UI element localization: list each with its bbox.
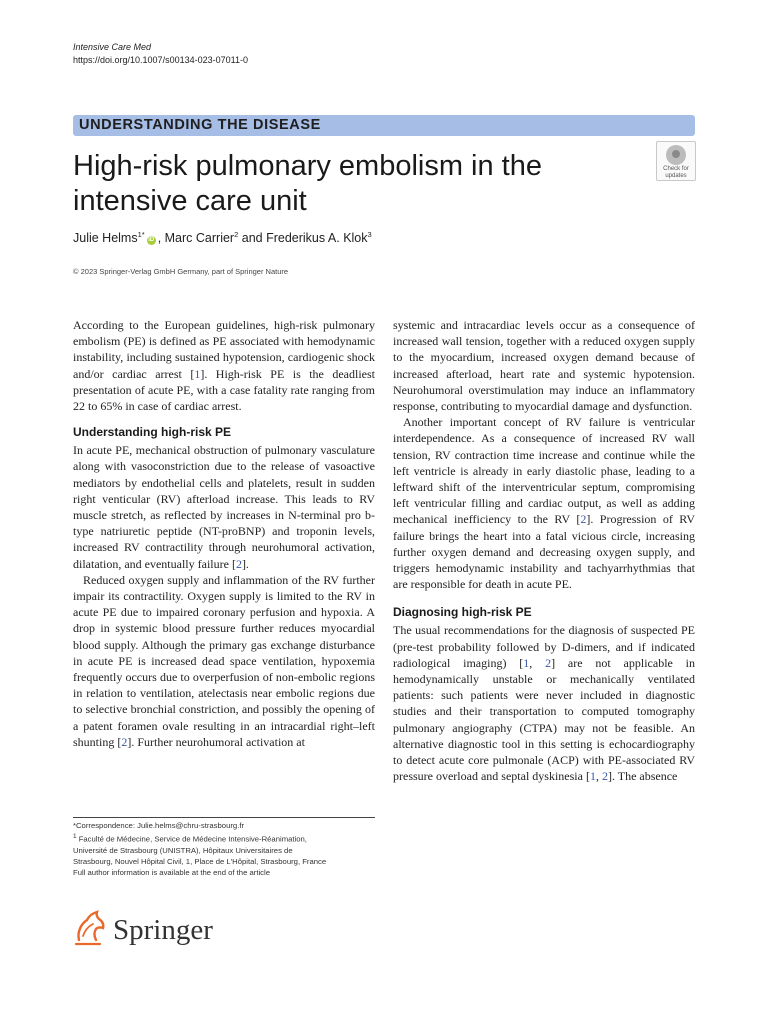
text: Another important concept of RV failure is ventricular interdependence. As a consequence of increased RV wall tension, RV contraction time increase and continue while the left ventricle is already in early diastolic phase, leading to a leftward shift of the interventricular septum, compromising left ventricular filling and cardiac output, as well as adding mechanical inefficiency to the RV [ xyxy=(393,415,695,527)
footnote-divider xyxy=(73,817,375,818)
orcid-icon[interactable]: iD xyxy=(148,237,155,244)
citation-link[interactable]: 1 xyxy=(589,769,596,784)
affil-number: 1 xyxy=(73,833,77,841)
affiliation-note-cont: Strasbourg, Nouvel Hôpital Civil, 1, Place de L'Hôpital, Strasbourg, France xyxy=(73,857,327,867)
text: The usual recommendations for the diagnosis of suspected PE (pre-test probability followed by D-dimers, and if indicated radiological imaging) [ xyxy=(393,623,695,670)
paragraph-oxygen-supply xyxy=(73,572,375,750)
affiliation-note-cont: Université de Strasbourg (UNISTRA), Hôpitaux Universitaires de xyxy=(73,845,293,855)
text: ]. The absence xyxy=(607,769,678,784)
section-banner xyxy=(73,115,695,136)
check-updates-line-2: updates xyxy=(665,172,687,179)
springer-wordmark: Springer xyxy=(113,914,213,946)
check-updates-icon xyxy=(666,145,686,165)
text: ]. Further neurohumoral activation at xyxy=(127,734,305,749)
text: ] are not applicable in hemodynamically unstable or mechanically ventilated patients: such patients were never included in diagnostic studies and their transportation to computed tomography pulmonary angiography (CTPA) may not be feasible. An alternative diagnostic tool in this setting is echocardiography to detect acute core pulmonale (ACP) with PE-associated RV pressure overload and septal dyskinesia [ xyxy=(393,655,696,784)
springer-horse-icon xyxy=(73,910,107,948)
citation-link[interactable]: 2 xyxy=(121,734,128,749)
citation-link[interactable]: 2 xyxy=(235,556,242,571)
check-for-updates-badge[interactable] xyxy=(656,141,696,181)
section-heading-diagnosing: Diagnosing high-risk PE xyxy=(393,605,532,620)
copyright-notice: © 2023 Springer-Verlag GmbH Germany, part of Springer Nature xyxy=(73,267,289,276)
body-column-left xyxy=(73,317,375,750)
citation-link[interactable]: 2 xyxy=(580,512,587,527)
journal-header xyxy=(73,41,248,67)
text: In acute PE, mechanical obstruction of pulmonary vasculature along with vasoconstriction due to the release of vasoactive mediators by endothelial cells and platelets, result in sudden right venticular (RV) afterload increase. This leads to RV muscle stretch, as reflected by increases in N-terminal pro b-type natriuretic peptide (NT-proBNP) and troponin levels, increased RV contractility through neurohumoral activation, dilatation, and eventually failure [ xyxy=(73,443,375,571)
author-klok-affil: 3 xyxy=(367,230,372,239)
affiliation-note xyxy=(73,831,375,845)
author-info-note: Full author information is available at the end of the article xyxy=(73,868,270,878)
paragraph-intro xyxy=(73,317,375,414)
doi-link[interactable]: https://doi.org/10.1007/s00134-023-07011-0 xyxy=(73,55,248,65)
footnotes xyxy=(73,820,375,879)
check-updates-line-1: Check for xyxy=(663,166,689,172)
section-label: UNDERSTANDING THE DISEASE xyxy=(79,117,321,133)
citation-link[interactable]: 2 xyxy=(601,769,608,784)
paragraph-obstruction xyxy=(73,442,375,572)
body-column-right xyxy=(393,317,695,784)
citation-link[interactable]: 1 xyxy=(523,655,530,670)
author-carrier-affil: 2 xyxy=(234,230,239,239)
journal-name: Intensive Care Med xyxy=(73,42,152,52)
correspondence-note[interactable]: *Correspondence: Julie.helms@chru-strasbourg.fr xyxy=(73,821,245,830)
text: Faculté de Médecine, Service de Médecine Intensive-Réanimation, xyxy=(76,834,307,844)
citation-link[interactable]: 1 xyxy=(194,366,201,381)
author-helms[interactable]: Julie Helms xyxy=(73,231,138,246)
author-carrier[interactable]: , Marc Carrier xyxy=(157,231,235,246)
author-list xyxy=(73,230,372,245)
paragraph-diagnosis xyxy=(393,622,695,784)
paragraph-neurohumoral: systemic and intracardiac levels occur as a consequence of increased wall tension, together with a reduced oxygen supply to the myocardium, increased oxygen demand because of increased afterload, heart rate and systemic hypotension. Neurohumoral overstimulation may induce an inflammatory response, contributing to myocardial damage and dysfunction. xyxy=(393,318,695,414)
text: ]. xyxy=(241,556,249,571)
author-helms-affil: 1* xyxy=(137,230,145,239)
text: ]. High-risk PE is the deadliest presentation of acute PE, with a case fatality rate ranging from 22 to 65% in case of cardiac arrest. xyxy=(73,366,375,414)
citation-link[interactable]: 2 xyxy=(545,655,552,670)
article-title: High-risk pulmonary embolism in the intensive care unit xyxy=(73,150,542,217)
text: According to the European guidelines, high-risk pulmonary embolism (PE) is defined as PE associated with hemodynamic instability, including sustained hypotension, cardiogenic shock and/or cardiac arrest [ xyxy=(73,318,375,381)
text: Reduced oxygen supply and inflammation of the RV further impair its contractility. Oxygen supply is limited to the RV in acute PE due to impaired coronary perfusion and hypoxia. A drop in systemic blood pressure further reduces myocardial blood supply. Although the primary gas exchange disturbance in acute PE is increased dead space ventilation, hypoxemia frequently occurs due to overperfusion of non-embolic regions in relation to ventilation, atelectasis near embolic regions due to selective bronchial constriction, and possibly the opening of a patent foramen ovale resulting in an intracardial right–left shunting [ xyxy=(73,572,375,749)
text: , xyxy=(595,769,602,784)
section-heading-understanding: Understanding high-risk PE xyxy=(73,425,232,440)
text: ]. Progression of RV failure brings the heart into a fatal vicious circle, increasing further oxygen demand and decreasing oxygen supply, and triggers hemodynamic instability and tachyarrhythmias that are responsible for death in acute PE. xyxy=(393,512,695,592)
text: , xyxy=(529,655,546,670)
author-klok[interactable]: and Frederikus A. Klok xyxy=(238,231,368,246)
paragraph-interdependence xyxy=(393,414,695,592)
